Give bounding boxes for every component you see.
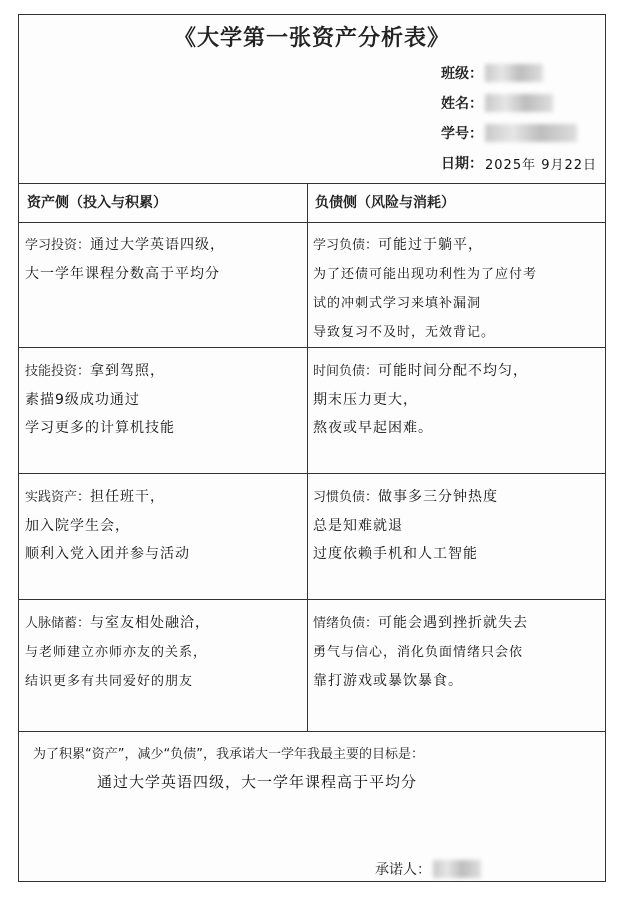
asset-line: 与老师建立亦师亦友的关系， <box>25 645 208 660</box>
id-row <box>441 123 577 143</box>
id-label: 学号： <box>441 126 483 142</box>
liability-line: 做事多三分钟热度 <box>378 489 499 505</box>
liability-line: 可能时间分配不均匀， <box>378 363 529 379</box>
asset-cell-network <box>19 601 307 731</box>
id-redacted <box>485 124 577 142</box>
pledge-section <box>19 731 605 881</box>
pledge-text: 为了积累“资产”，减少“负债”，我承诺大一学年我最主要的目标是： <box>33 747 424 762</box>
asset-line: 素描9级成功通过 <box>25 392 140 408</box>
liability-line: 过度依赖手机和人工智能 <box>313 546 478 562</box>
liability-line: 总是知难就退 <box>313 518 403 534</box>
liability-line: 期末压力更大， <box>313 392 418 408</box>
analysis-sheet <box>18 14 606 882</box>
row-divider <box>19 599 605 600</box>
sheet-title: 《大学第一张资产分析表》 <box>173 25 450 51</box>
signer-redacted <box>433 860 481 878</box>
liability-cell-habits <box>307 475 605 599</box>
date-label: 日期： <box>441 156 483 172</box>
class-redacted <box>485 64 543 82</box>
asset-line: 通过大学英语四级， <box>90 237 226 253</box>
asset-line: 拿到驾照， <box>90 363 166 379</box>
asset-cell-study <box>19 223 307 347</box>
asset-label: 技能投资： <box>25 364 91 379</box>
asset-line: 顺利入党入团并参与活动 <box>25 546 190 562</box>
liability-cell-emotion <box>307 601 605 731</box>
asset-line: 加入院学生会， <box>25 518 130 534</box>
row-divider <box>19 473 605 474</box>
asset-line: 与室友相处融洽， <box>90 615 211 631</box>
liability-line: 熬夜或早起困难。 <box>313 420 433 436</box>
sheet-header <box>19 15 605 184</box>
liability-label: 时间负债： <box>313 364 379 379</box>
liability-line: 可能会遇到挫折就失去 <box>378 615 529 631</box>
asset-line: 担任班干， <box>90 489 166 505</box>
class-row <box>441 63 543 83</box>
liability-cell-study <box>307 223 605 347</box>
liability-label: 情绪负债： <box>313 616 379 631</box>
assets-column-header: 资产侧（投入与积累） <box>19 183 307 223</box>
liability-line: 可能过于躺平， <box>378 237 484 253</box>
pledge-goal: 通过大学英语四级，大一学年课程高于平均分 <box>97 773 418 791</box>
liability-line: 靠打游戏或暴饮暴食。 <box>313 673 463 689</box>
asset-cell-practice <box>19 475 307 599</box>
class-label: 班级： <box>441 66 483 82</box>
date-row <box>441 153 597 173</box>
asset-label: 实践资产： <box>25 490 91 505</box>
liability-line: 导致复习不及时，无效背记。 <box>313 325 496 340</box>
asset-label: 人脉储蓄： <box>25 616 91 631</box>
liabilities-column-header: 负债侧（风险与消耗） <box>307 183 605 223</box>
liability-label: 习惯负债： <box>313 490 379 505</box>
liability-line: 为了还债可能出现功利性为了应付考 <box>313 267 538 282</box>
name-label: 姓名： <box>441 96 483 112</box>
liability-line: 勇气与信心，消化负面情绪只会依 <box>313 645 524 660</box>
asset-line: 学习更多的计算机技能 <box>25 420 175 436</box>
liability-cell-time <box>307 349 605 473</box>
asset-line: 结识更多有共同爱好的朋友 <box>25 674 194 689</box>
signer-row <box>375 859 481 879</box>
analysis-grid <box>19 183 605 731</box>
asset-line: 大一学年课程分数高于平均分 <box>25 266 220 282</box>
name-row <box>441 93 553 113</box>
date-value: 2025年 9月22日 <box>485 157 598 173</box>
asset-label: 学习投资： <box>25 238 91 253</box>
row-divider <box>19 347 605 348</box>
liability-line: 试的冲刺式学习来填补漏洞 <box>313 296 482 311</box>
asset-cell-skills <box>19 349 307 473</box>
signer-label: 承诺人： <box>375 862 431 878</box>
liability-label: 学习负债： <box>313 238 379 253</box>
name-redacted <box>485 94 553 112</box>
